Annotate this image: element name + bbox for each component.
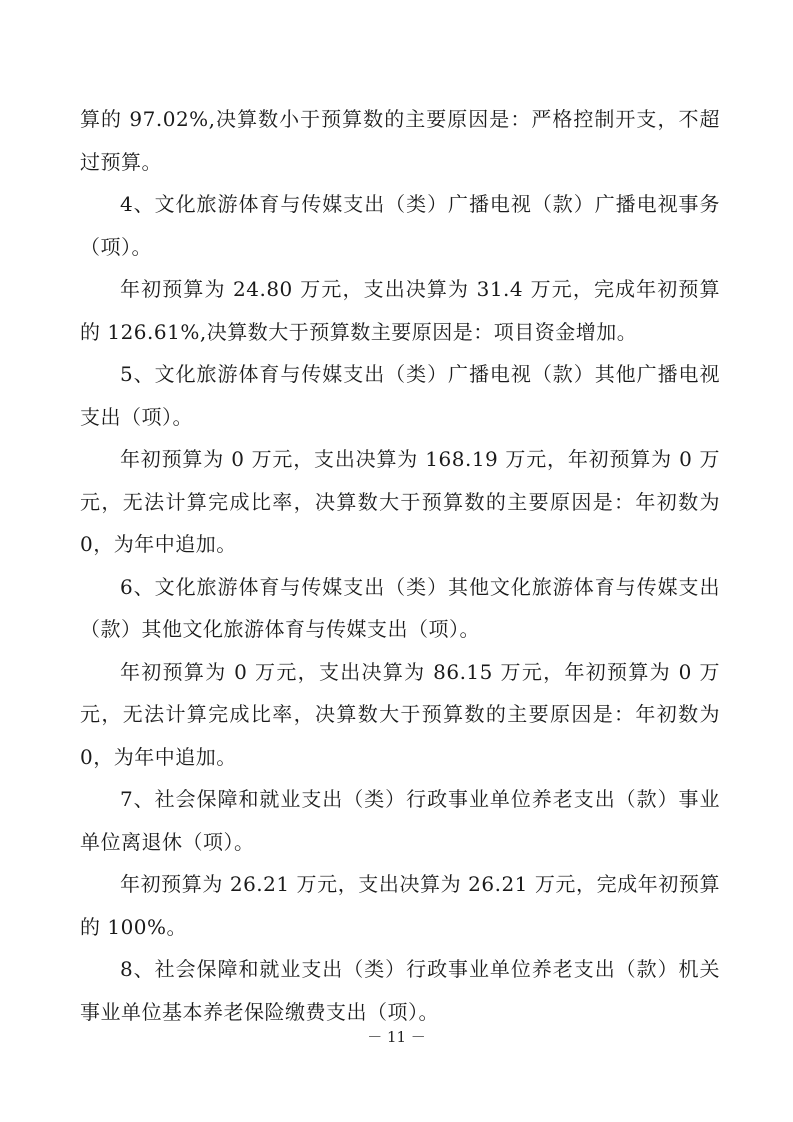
paragraph-item-5-detail: 年初预算为 0 万元，支出决算为 168.19 万元，年初预算为 0 万元，无法计算完成比率，决算数大于预算数的主要原因是：年初数为 0，为年中追加。 <box>80 447 720 556</box>
paragraph-item-6-heading: 6、文化旅游体育与传媒支出（类）其他文化旅游体育与传媒支出（款）其他文化旅游体育与传媒支出（项）。 <box>80 574 720 641</box>
paragraph-item-7-heading: 7、社会保障和就业支出（类）行政事业单位养老支出（款）事业单位离退休（项）。 <box>80 787 720 854</box>
page-number: － 11 － <box>367 1028 426 1046</box>
paragraph-item-5-heading: 5、文化旅游体育与传媒支出（类）广播电视（款）其他广播电视支出（项）。 <box>80 362 720 429</box>
paragraph-item-8-heading: 8、社会保障和就业支出（类）行政事业单位养老支出（款）机关事业单位基本养老保险缴费支出（项）。 <box>80 957 720 1024</box>
paragraph-item-4-heading: 4、文化旅游体育与传媒支出（类）广播电视（款）广播电视事务（项）。 <box>80 192 720 259</box>
paragraph-item-6-detail: 年初预算为 0 万元，支出决算为 86.15 万元，年初预算为 0 万元，无法计算完成比率，决算数大于预算数的主要原因是：年初数为 0，为年中追加。 <box>80 659 720 769</box>
paragraph-item-4-detail: 年初预算为 24.80 万元，支出决算为 31.4 万元，完成年初预算的 126.61%,决算数大于预算数主要原因是：项目资金增加。 <box>80 277 720 344</box>
paragraph-continuation: 算的 97.02%,决算数小于预算数的主要原因是：严格控制开支，不超过预算。 <box>80 107 720 174</box>
body-text <box>80 98 720 1033</box>
paragraph-item-7-detail: 年初预算为 26.21 万元，支出决算为 26.21 万元，完成年初预算的 100%。 <box>80 872 720 939</box>
